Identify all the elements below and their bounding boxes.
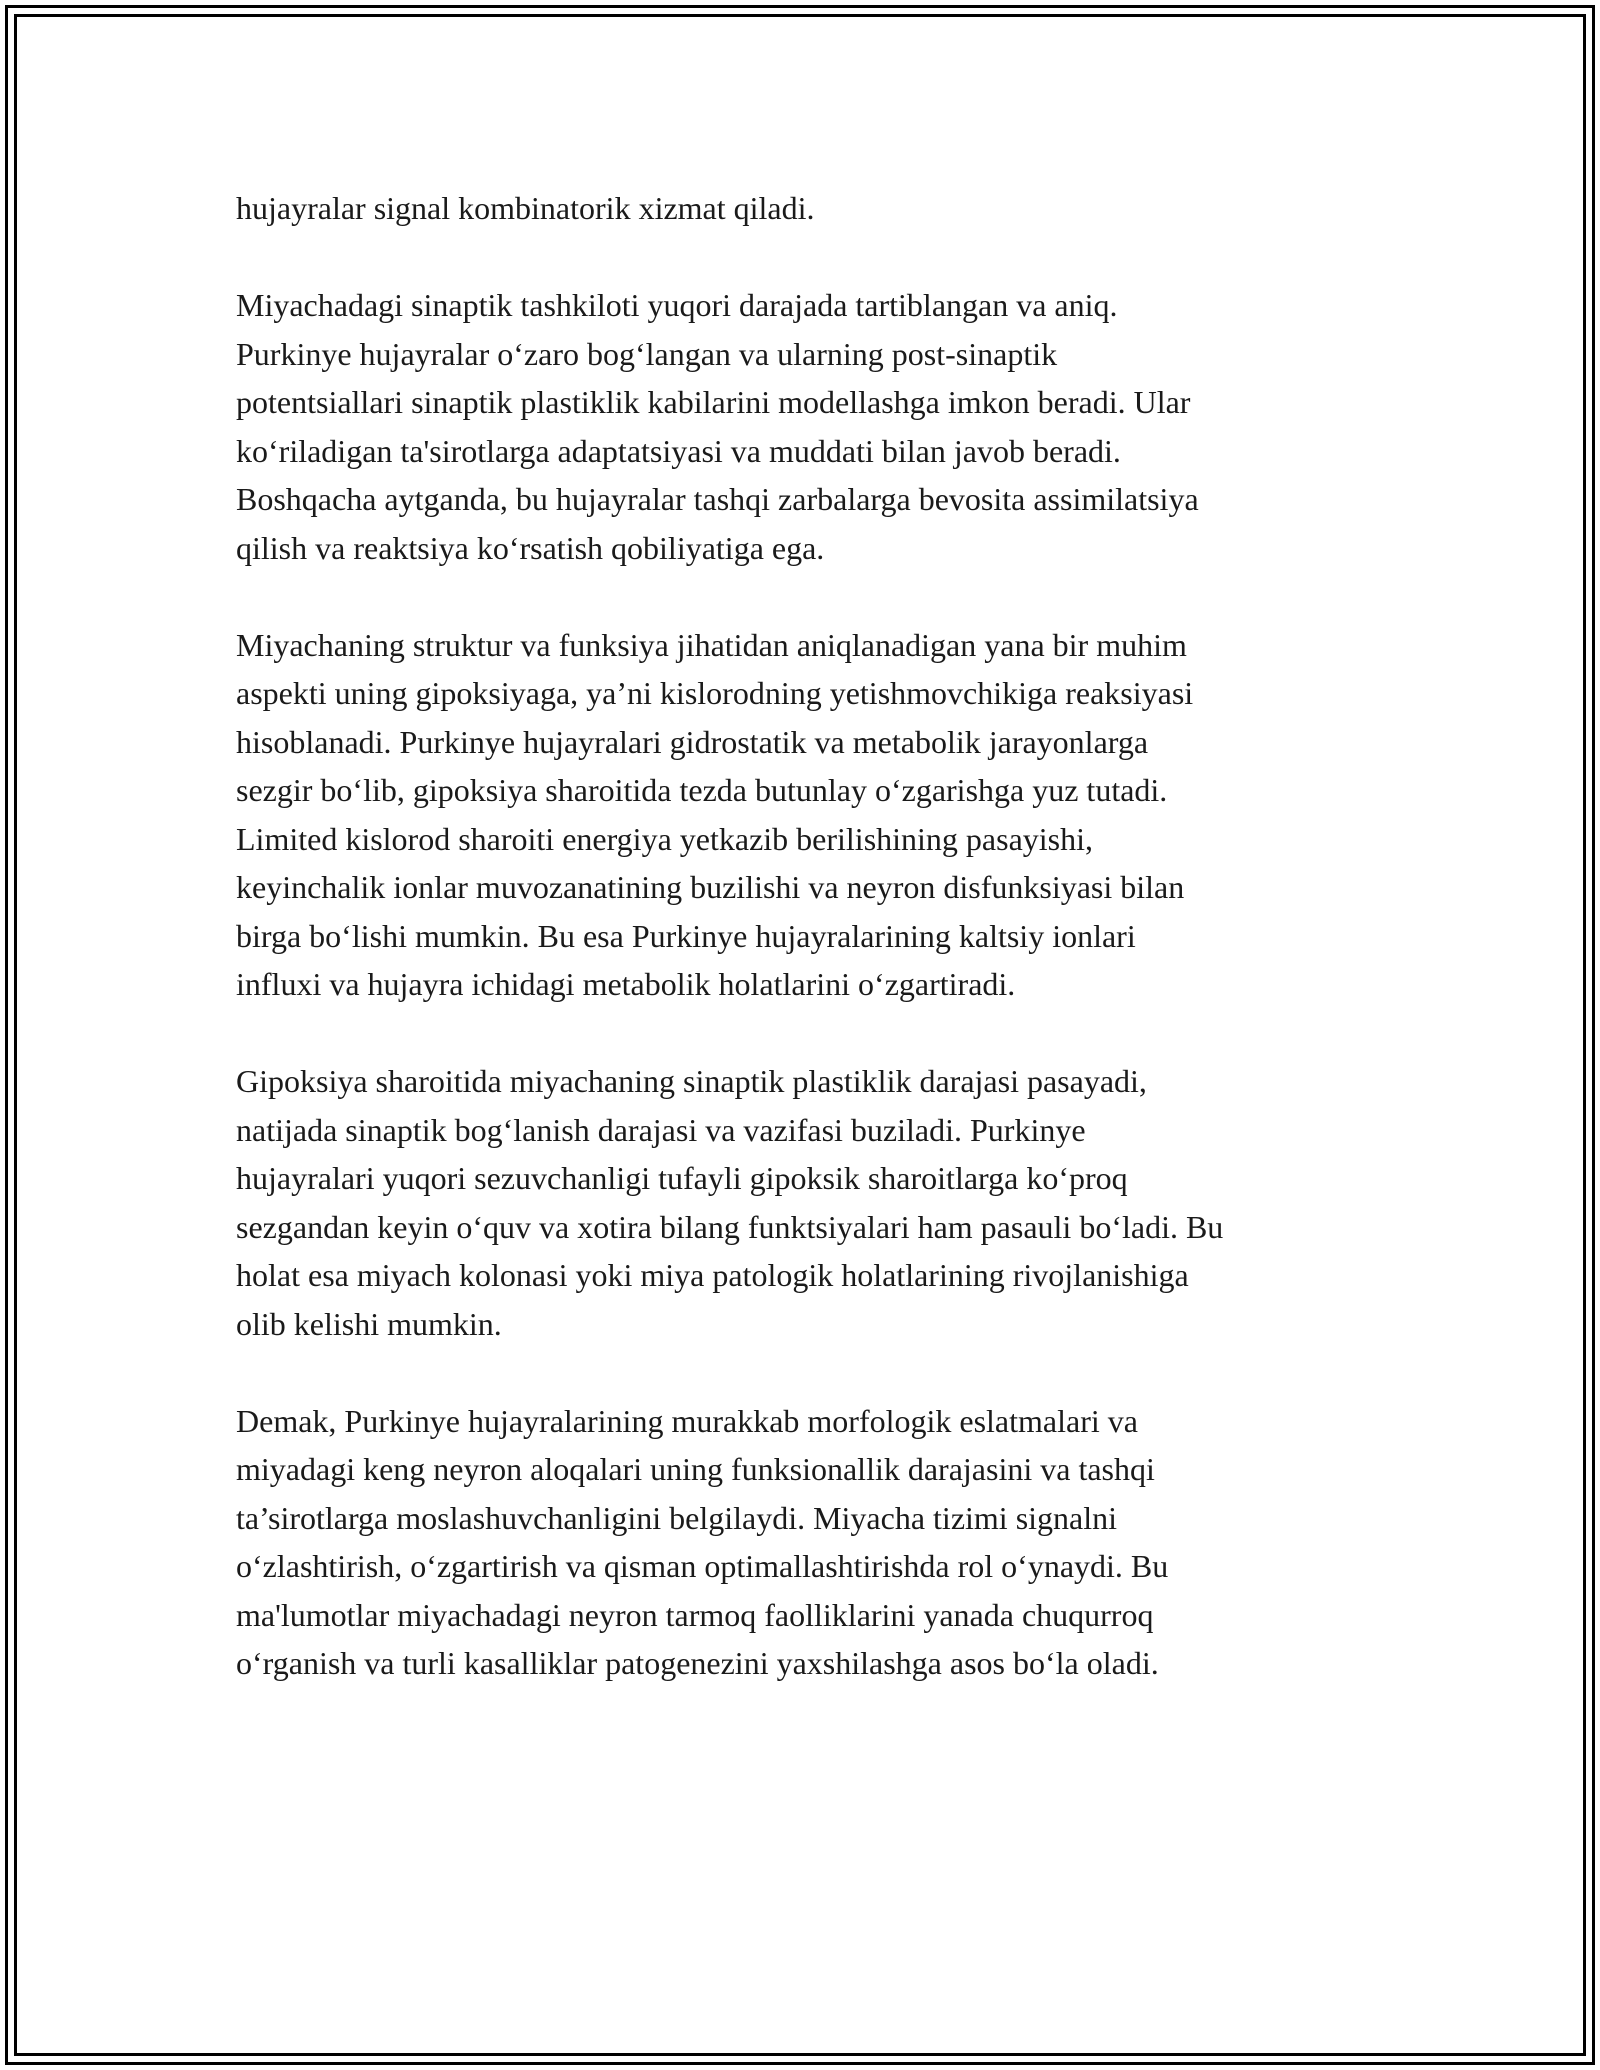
paragraph-1	[236, 184, 1396, 233]
text-line: Gipoksiya sharoitida miyachaning sinaptik plastiklik darajasi pasayadi,	[236, 1063, 1147, 1099]
text-line: Purkinye hujayralar o‘zaro bog‘langan va ularning post-sinaptik	[236, 335, 1058, 372]
text-line: hujayralar signal kombinatorik xizmat qiladi.	[236, 190, 815, 226]
text-line: ma'lumotlar miyachadagi neyron tarmoq faolliklarini yanada chuqurroq	[236, 1596, 1154, 1633]
paragraph-4	[236, 1057, 1396, 1348]
text-line: hujayralari yuqori sezuvchanligi tufayli gipoksik sharoitlarga ko‘proq	[236, 1160, 1128, 1196]
text-line: sezgir bo‘lib, gipoksiya sharoitida tezda butunlay o‘zgarishga yuz tutadi.	[236, 772, 1168, 808]
text-line: Boshqacha aytganda, bu hujayralar tashqi zarbalarga bevosita assimilatsiya	[236, 481, 1199, 517]
text-line: holat esa miyach kolonasi yoki miya patologik holatlarining rivojlanishiga	[236, 1257, 1189, 1293]
text-line: miyadagi keng neyron aloqalari uning funksionallik darajasini va tashqi	[236, 1451, 1155, 1487]
text-line: hisoblanadi. Purkinye hujayralari gidrostatik va metabolik jarayonlarga	[236, 723, 1149, 760]
text-line: ta’sirotlarga moslashuvchanligini belgilaydi. Miyacha tizimi signalni	[236, 1499, 1118, 1536]
text-line: olib kelishi mumkin.	[236, 1305, 502, 1342]
paragraph-5	[236, 1397, 1396, 1688]
text-line: Miyachaning struktur va funksiya jihatidan aniqlanadigan yana bir muhim	[236, 626, 1187, 663]
text-line: potentsiallari sinaptik plastiklik kabilarini modellashga imkon beradi. Ular	[236, 384, 1191, 420]
text-line: Miyachadagi sinaptik tashkiloti yuqori darajada tartiblangan va aniq.	[236, 287, 1118, 323]
text-line: sezgandan keyin o‘quv va xotira bilang funktsiyalari ham pasauli bo‘ladi. Bu	[236, 1208, 1224, 1245]
document-body	[236, 184, 1396, 1736]
text-line: ko‘riladigan ta'sirotlarga adaptatsiyasi va muddati bilan javob beradi.	[236, 432, 1121, 469]
paragraph-2	[236, 281, 1396, 572]
text-line: Demak, Purkinye hujayralarining murakkab morfologik eslatmalari va	[236, 1402, 1138, 1439]
text-line: o‘rganish va turli kasalliklar patogenezini yaxshilashga asos bo‘la oladi.	[236, 1645, 1159, 1681]
text-line: birga bo‘lishi mumkin. Bu esa Purkinye hujayralarining kaltsiy ionlari	[236, 917, 1136, 954]
paragraph-3	[236, 621, 1396, 1009]
text-line: keyinchalik ionlar muvozanatining buzilishi va neyron disfunksiyasi bilan	[236, 869, 1185, 905]
text-line: influxi va hujayra ichidagi metabolik holatlarini o‘zgartiradi.	[236, 966, 1016, 1002]
text-line: natijada sinaptik bog‘lanish darajasi va vazifasi buziladi. Purkinye	[236, 1111, 1086, 1148]
text-line: aspekti uning gipoksiyaga, ya’ni kislorodning yetishmovchikiga reaksiyasi	[236, 675, 1194, 711]
text-line: o‘zlashtirish, o‘zgartirish va qisman optimallashtirishda rol o‘ynaydi. Bu	[236, 1548, 1169, 1584]
text-line: qilish va reaktsiya ko‘rsatish qobiliyatiga ega.	[236, 529, 825, 566]
text-line: Limited kislorod sharoiti energiya yetkazib berilishining pasayishi,	[236, 820, 1094, 857]
